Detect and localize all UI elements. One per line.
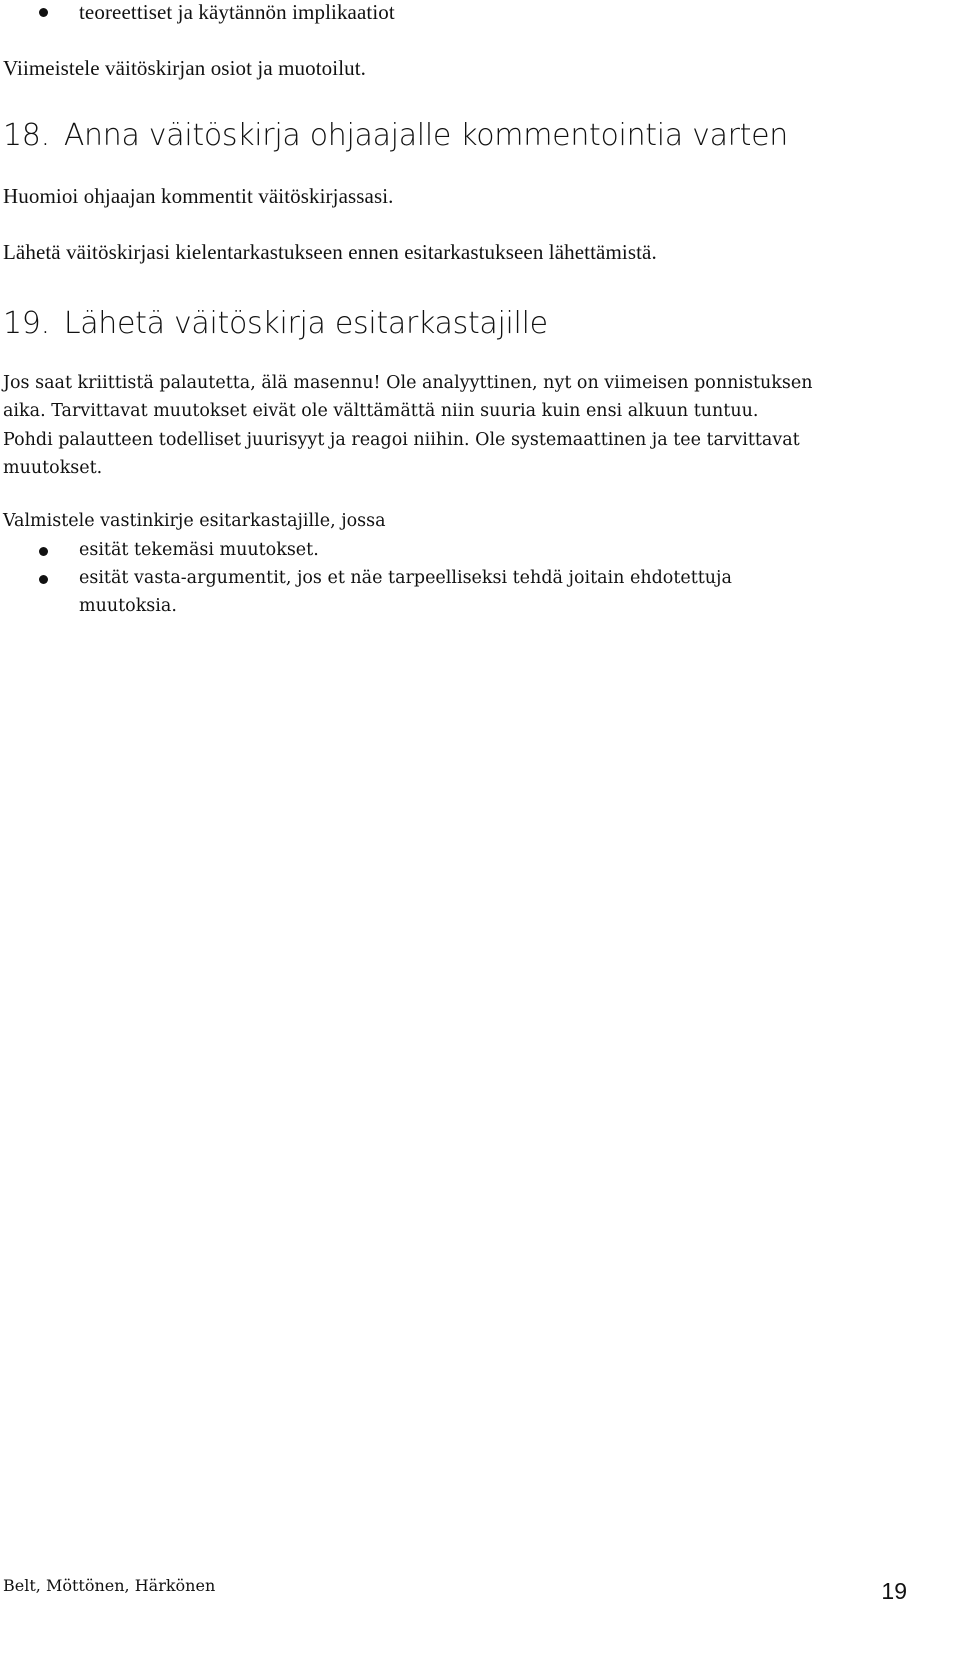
body-paragraph	[3, 369, 909, 482]
text-line: Pohdi palautteen todelliset juurisyyt ja reagoi niihin. Ole systemaattinen ja tee tarvittavat	[3, 429, 800, 450]
section-number: 18.	[3, 118, 50, 153]
paragraph: Viimeistele väitöskirjan osiot ja muotoilut.	[3, 56, 367, 80]
paragraph: Lähetä väitöskirjasi kielentarkastukseen ennen esitarkastukseen lähettämistä.	[3, 240, 657, 264]
section-number: 19.	[3, 306, 50, 341]
section-title: Lähetä väitöskirja esitarkastajille	[63, 306, 548, 341]
section-title: Anna väitöskirja ohjaajalle kommentointia varten	[63, 118, 789, 153]
text-line: esität vasta-argumentit, jos et näe tarpeelliseksi tehdä joitain ehdotettuja	[79, 568, 732, 588]
list-item	[79, 564, 909, 621]
text-line: muutoksia.	[79, 596, 177, 617]
footer-authors: Belt, Möttönen, Härkönen	[3, 1576, 216, 1595]
bullet-dot	[39, 8, 48, 17]
paragraph: Valmistele vastinkirje esitarkastajille, jossa	[3, 511, 386, 531]
text-line: muutokset.	[3, 457, 103, 478]
bullet-dot	[39, 575, 48, 584]
section-heading-19	[3, 306, 548, 341]
paragraph: Huomioi ohjaajan kommentit väitöskirjassasi.	[3, 184, 394, 208]
text-line: aika. Tarvittavat muutokset eivät ole välttämättä niin suuria kuin ensi alkuun tuntuu.	[3, 401, 759, 422]
list-item: teoreettiset ja käytännön implikaatiot	[79, 0, 395, 24]
page-number: 19	[881, 1578, 907, 1604]
text-line: Jos saat kriittistä palautetta, älä masennu! Ole analyyttinen, nyt on viimeisen ponnistuksen	[3, 373, 813, 393]
bullet-dot	[39, 547, 48, 556]
list-item: esität tekemäsi muutokset.	[79, 540, 319, 560]
section-heading-18	[3, 118, 788, 153]
